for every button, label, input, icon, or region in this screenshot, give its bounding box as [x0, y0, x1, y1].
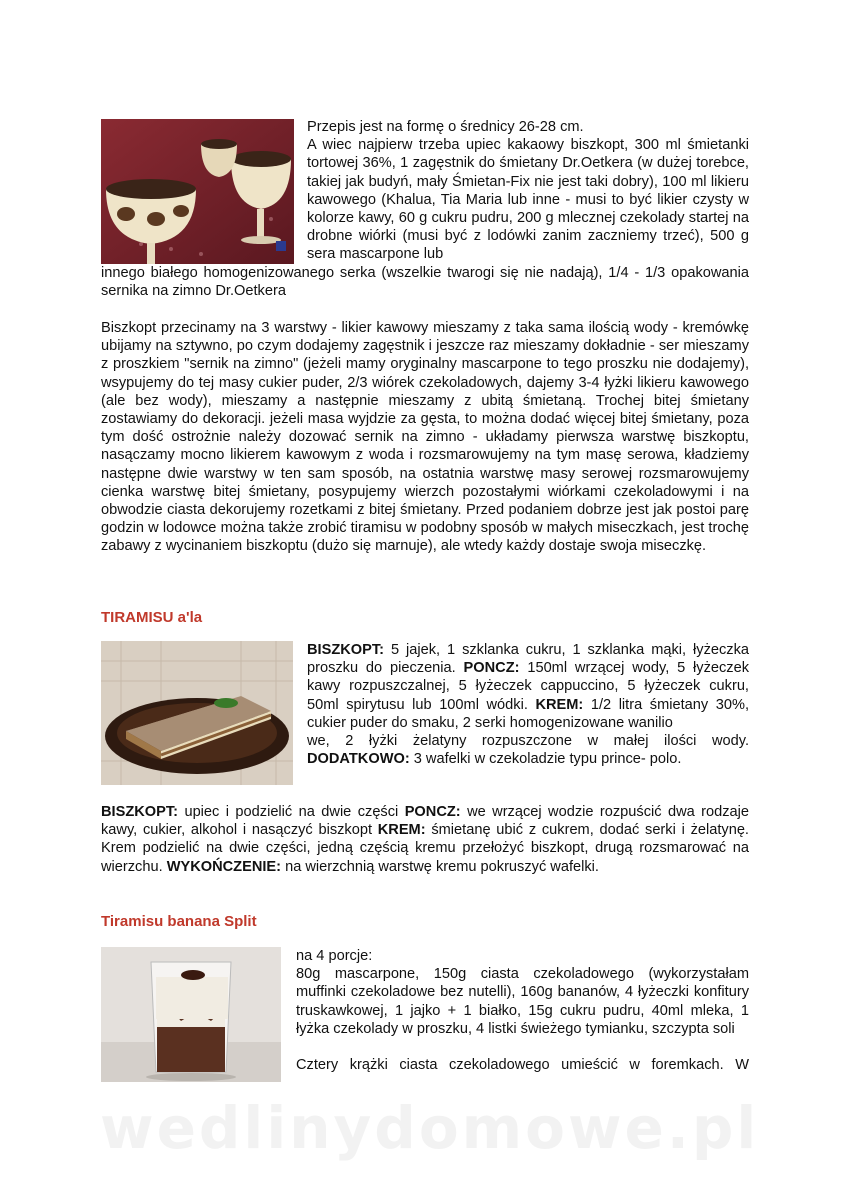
label-poncz: PONCZ:: [463, 660, 520, 677]
recipe3-portions: na 4 porcje:: [296, 948, 373, 964]
recipe1-intro: [307, 118, 749, 264]
recipe2-ingredients: BISZKOPT: 5 jajek, 1 szklanka cukru, 1 szklanka mąki, łyżeczka proszku do pieczenia. PONCZ: 150ml wrzącej wody, 5 łyżeczek kawy rozpuszczalnej, 5 łyżeczek cappuccino, 5 łyżeczek cukru, 50ml spirytusu lub 100ml wódki. KREM: 1/2 litra śmietany 30%, cukier puder do smaku, 2 serki homogenizowane wanilio we, 2 łyżki żelatyny rozpuszczone w małej ilości wody. DODATKOWO: 3 wafelki w czekoladzie typu prince- polo.: [307, 642, 749, 768]
recipe1-ingredients: A wiec najpierw trzeba upiec kakaowy biszkopt, 300 ml śmietanki tortowej 36%, 1 zagęstnik do śmietany Dr.Oetkera (w dużej torebce, takiej jak budyń, mały Śmietan-Fix nie jest taki dobry), 100 ml likieru kawowego (Khalua, Tia Maria lub inne - musi to być likier czysty w kolorze kawy, 60 g cukru pudru, 200 g mlecznej czekolady startej na drobne wiórki (musi być z lodówki zanim zaczniemy trzeć), 500 g sera mascarpone lub: [307, 137, 749, 263]
label-krem: KREM:: [535, 696, 584, 713]
recipe1-form-size: Przepis jest na formę o średnicy 26-28 cm.: [307, 119, 584, 135]
recipe3-text: [296, 947, 749, 1074]
tiramisu-glasses-photo: [101, 119, 294, 264]
recipe2-method: BISZKOPT: upiec i podzielić na dwie części PONCZ: we wrzącej wodzie rozpuścić dwa rodzaje kawy, cukier, alkohol i nasączyć biszkopt KREM: śmietanę ubić z cukrem, dodać serki i żelatynę. Krem podzielić na dwie części, jedną częścią kremu przełożyć biszkopt, drugą rozsmarować na wierzchu. WYKOŃCZENIE: na wierzchnią warstwę kremu pokruszyć wafelki.: [101, 804, 750, 875]
label-biszkopt: BISZKOPT:: [307, 642, 385, 658]
recipe3-step: Cztery krążki ciasta czekoladowego umieścić w foremkach. W: [296, 1057, 749, 1074]
recipe3-ingredients: 80g mascarpone, 150g ciasta czekoladowego (wykorzystałam muffinki czekoladowe bez nutelli), 160g bananów, 4 łyżeczki konfitury truskawkowej, 1 jajko + 1 białko, 15g cukru pudru, 40ml mleka, 1 łyżka czekolady w proszku, 4 listki świeżego tymianku, szczypta soli: [296, 966, 749, 1037]
recipe2-krem-cont: we, 2 łyżki żelatyny rozpuszczone w małej ilości wody.: [307, 733, 749, 750]
banana-split-photo: [101, 947, 281, 1082]
recipe2-extra: DODATKOWO: 3 wafelki w czekoladzie typu prince- polo.: [307, 751, 682, 768]
recipe2-title: TIRAMISU a'la: [101, 609, 203, 626]
recipe1-method: Biszkopt przecinamy na 3 warstwy - likier kawowy mieszamy z taka sama ilością wody - kremówkę ubijamy na sztywno, po czym dodajemy zagęstnik i jeszcze raz mieszamy dokładnie - ser mieszamy z proszkiem "sernik na zimno" (jeżeli mamy oryginalny mascarpone to tego proszku nie dodajemy), wsypujemy do tej masy cukier puder, 2/3 wiórek czekoladowych, dajemy 3-4 łyżki likieru kawowego (ale bez wody), mieszamy a następnie mieszamy z ubitą śmietaną. Trochej bitej śmietany zostawiamy do dekoracji. jeżeli masa wyjdzie za gęsta, to można dodać więcej bitej śmietany, poza tym dość ostrożnie należy dozować sernik na zimno - układamy pierwsza warstwę biszkoptu, nasączamy mocno likierem kawowym z woda i rozsmarowujemy na tym masę serowa, kładziemy następne dwie warstwy w ten sam sposób, na ostatnia warstwę masy serowej rozsmarowujemy cienka warstwę bitej śmietany, posypujemy wierzch pozostałymi wiórkami czekoladowymi i na obwodzie ciasta dekorujemy rozetkami z bitej śmietany. Przed podaniem dobrze jest jak postoi parę godzin w lodowce można także zrobić tiramisu w podobny sposób w małych miseczkach, jest trochę zabawy z wycinaniem biszkoptu (dużo się marnuje), ale wtedy każdy dostaje swoja miseczkę.: [101, 320, 749, 555]
tiramisu-cake-photo: [101, 641, 293, 785]
recipe1-ingredients-cont: innego białego homogenizowanego serka (wszelkie twarogi się nie nadają), 1/4 - 1/3 opakowania sernika na zimno Dr.Oetkera: [101, 265, 749, 300]
label-dodatkowo: DODATKOWO:: [307, 751, 410, 768]
recipe3-title: Tiramisu banana Split: [101, 913, 257, 930]
watermark: wedlinydomowe.pl: [100, 1094, 760, 1162]
